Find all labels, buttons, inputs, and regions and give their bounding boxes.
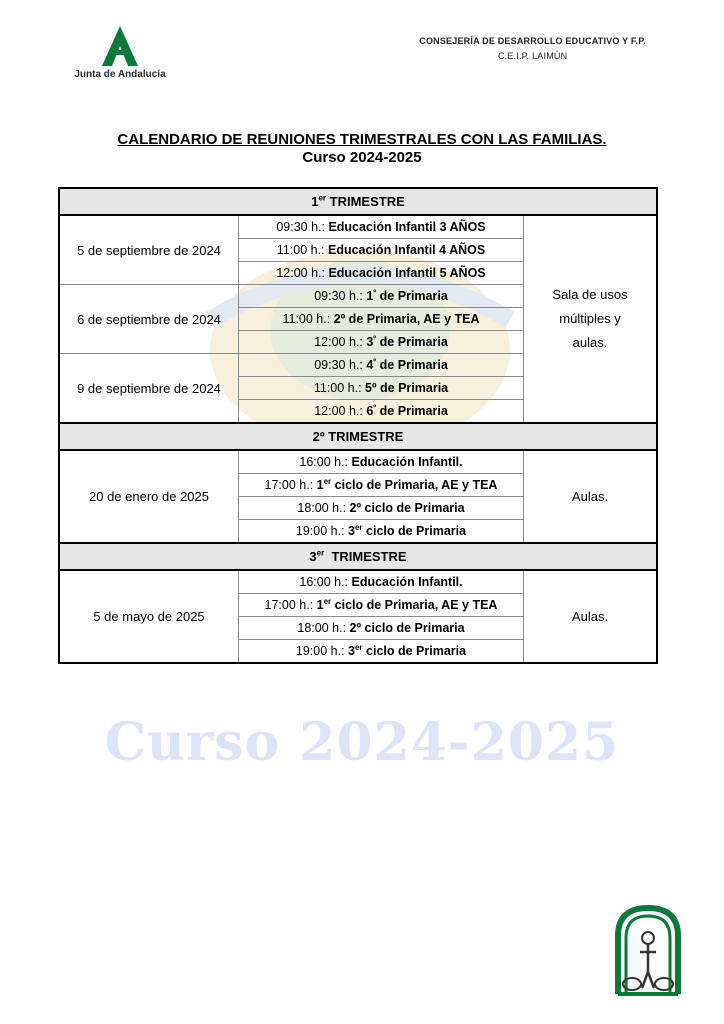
slot-group	[366, 335, 447, 349]
slot-time: 18:00 h.:	[297, 501, 350, 515]
slot-group	[328, 266, 485, 280]
slot-group-text: 1	[366, 289, 374, 303]
slot-group	[366, 289, 447, 303]
slot-group-text: Educación Infantil 5 AÑOS	[328, 266, 486, 280]
meeting-date: 6 de septiembre de 2024	[59, 285, 239, 354]
slot-time: 16:00 h.:	[299, 455, 352, 469]
slot-group-suffix: er	[323, 596, 332, 606]
slot-group-rest: de Primaria	[376, 358, 448, 372]
meeting-slot	[239, 497, 524, 520]
slot-group	[366, 404, 447, 418]
slot-group-text: 3	[348, 644, 355, 658]
meeting-slot	[239, 617, 524, 640]
meetings-table	[58, 187, 658, 664]
meeting-date: 5 de mayo de 2025	[59, 570, 239, 663]
slot-group-text: 1	[316, 598, 324, 612]
slot-group	[334, 312, 480, 326]
meeting-place: Aulas.	[524, 570, 658, 663]
meeting-slot	[239, 640, 524, 664]
slot-group-text: 2º ciclo de Primaria	[349, 501, 465, 515]
slot-group	[317, 598, 498, 612]
junta-andalucia-logo	[60, 24, 180, 86]
term-header	[59, 543, 657, 570]
slot-group-rest: ciclo de Primaria	[362, 524, 467, 538]
slot-time: 11:00 h.:	[276, 243, 328, 257]
slot-time: 16:00 h.:	[299, 575, 352, 589]
andalucia-coat-of-arms-icon	[612, 902, 684, 998]
slot-group	[348, 644, 466, 658]
term-header	[59, 188, 657, 215]
logo-text: Junta de Andalucía	[74, 69, 166, 80]
term-number: 1	[311, 194, 319, 209]
document-title	[0, 131, 724, 167]
slot-group	[365, 381, 448, 395]
meeting-slot	[239, 215, 524, 239]
slot-group-text: 5º de Primaria	[365, 381, 449, 395]
term-number: 2º	[312, 429, 325, 444]
slot-time: 17:00 h.:	[264, 478, 317, 492]
slot-time: 09:30 h.:	[314, 289, 367, 303]
title-main: CALENDARIO DE REUNIONES TRIMESTRALES CON LAS FAMILIAS.	[117, 131, 607, 148]
slot-group-suffix: er	[323, 476, 332, 486]
slot-time: 11:00 h.:	[313, 381, 366, 395]
meeting-slot	[239, 285, 524, 308]
slot-group	[352, 455, 463, 469]
slot-group	[328, 220, 485, 234]
term-header-row	[59, 423, 657, 450]
slot-group-suffix: º	[373, 287, 377, 297]
meeting-slot	[239, 520, 524, 544]
term-label: TRIMESTRE	[326, 194, 405, 209]
meeting-slot	[239, 262, 524, 285]
term-number-suffix: er	[318, 193, 327, 203]
slot-group-rest: de Primaria	[376, 289, 448, 303]
slot-time: 19:00 h.:	[295, 644, 349, 658]
slot-group-text: 1	[316, 478, 324, 492]
school-name: C.E.I.P. LAIMÚN	[497, 51, 568, 61]
slot-group-text: 6	[366, 404, 374, 418]
meeting-slot	[239, 474, 524, 497]
meeting-slot	[239, 400, 524, 424]
slot-group-suffix: º	[373, 356, 377, 366]
slot-group-rest: de Primaria	[376, 335, 448, 349]
meeting-slot	[239, 570, 524, 594]
meeting-slot	[239, 377, 524, 400]
slot-time: 19:00 h.:	[295, 524, 349, 538]
slot-time: 09:30 h.:	[276, 220, 329, 234]
slot-group-text: Educación Infantil.	[351, 575, 463, 589]
slot-group-text: Educación Infantil 4 AÑOS	[328, 243, 486, 257]
term-number: 3	[309, 549, 317, 564]
title-course: Curso 2024-2025	[302, 149, 422, 166]
meeting-date: 20 de enero de 2025	[59, 450, 239, 543]
meeting-row	[59, 570, 657, 594]
meeting-slot	[239, 354, 524, 377]
slot-group-suffix: º	[373, 402, 377, 412]
slot-time: 12:00 h.:	[314, 335, 367, 349]
meeting-slot	[239, 239, 524, 262]
slot-group	[350, 621, 465, 635]
slot-group-text: Educación Infantil 3 AÑOS	[328, 220, 486, 234]
slot-group-rest: ciclo de Primaria	[362, 644, 467, 658]
slot-group	[352, 575, 463, 589]
term-header-row	[59, 188, 657, 215]
slot-group	[350, 501, 465, 515]
term-header	[59, 423, 657, 450]
slot-time: 12:00 h.:	[276, 266, 329, 280]
slot-group-rest: ciclo de Primaria, AE y TEA	[331, 598, 498, 612]
term-label: TRIMESTRE	[324, 549, 407, 564]
slot-group-suffix: º	[373, 333, 377, 343]
slot-group	[366, 358, 447, 372]
slot-group-text: Educación Infantil.	[351, 455, 463, 469]
meeting-slot	[239, 594, 524, 617]
term-label: TRIMESTRE	[324, 429, 404, 444]
slot-group-suffix: er	[354, 522, 363, 532]
slot-group-text: 3	[366, 335, 374, 349]
ministry-name: CONSEJERÍA DE DESARROLLO EDUCATIVO Y F.P.	[419, 36, 646, 46]
term-header-row	[59, 543, 657, 570]
slot-group-rest: de Primaria	[376, 404, 448, 418]
slot-group-text: 4	[366, 358, 374, 372]
meeting-place: Sala de usos múltiples y aulas.	[524, 215, 658, 423]
institution-header	[419, 34, 646, 64]
slot-group-text: 3	[348, 524, 355, 538]
slot-group-suffix: er	[354, 642, 363, 652]
slot-group	[348, 524, 466, 538]
slot-group	[317, 478, 498, 492]
slot-group-text: 2º ciclo de Primaria	[349, 621, 465, 635]
meeting-slot	[239, 450, 524, 474]
meeting-slot	[239, 308, 524, 331]
slot-time: 11:00 h.:	[282, 312, 334, 326]
slot-time: 17:00 h.:	[264, 598, 317, 612]
slot-group-text: 2º de Primaria, AE y TEA	[333, 312, 480, 326]
slot-group-rest: ciclo de Primaria, AE y TEA	[331, 478, 498, 492]
slot-time: 18:00 h.:	[297, 621, 350, 635]
meeting-place: Aulas.	[524, 450, 658, 543]
meeting-date: 5 de septiembre de 2024	[59, 215, 239, 285]
slot-time: 09:30 h.:	[314, 358, 367, 372]
meeting-row	[59, 215, 657, 239]
meeting-date: 9 de septiembre de 2024	[59, 354, 239, 424]
meeting-slot	[239, 331, 524, 354]
watermark-course: Curso 2024-2025	[104, 712, 620, 773]
junta-andalucia-logo-icon	[94, 26, 146, 66]
term-number-suffix: er	[316, 548, 325, 558]
meeting-row	[59, 450, 657, 474]
slot-time: 12:00 h.:	[314, 404, 367, 418]
slot-group	[328, 243, 485, 257]
